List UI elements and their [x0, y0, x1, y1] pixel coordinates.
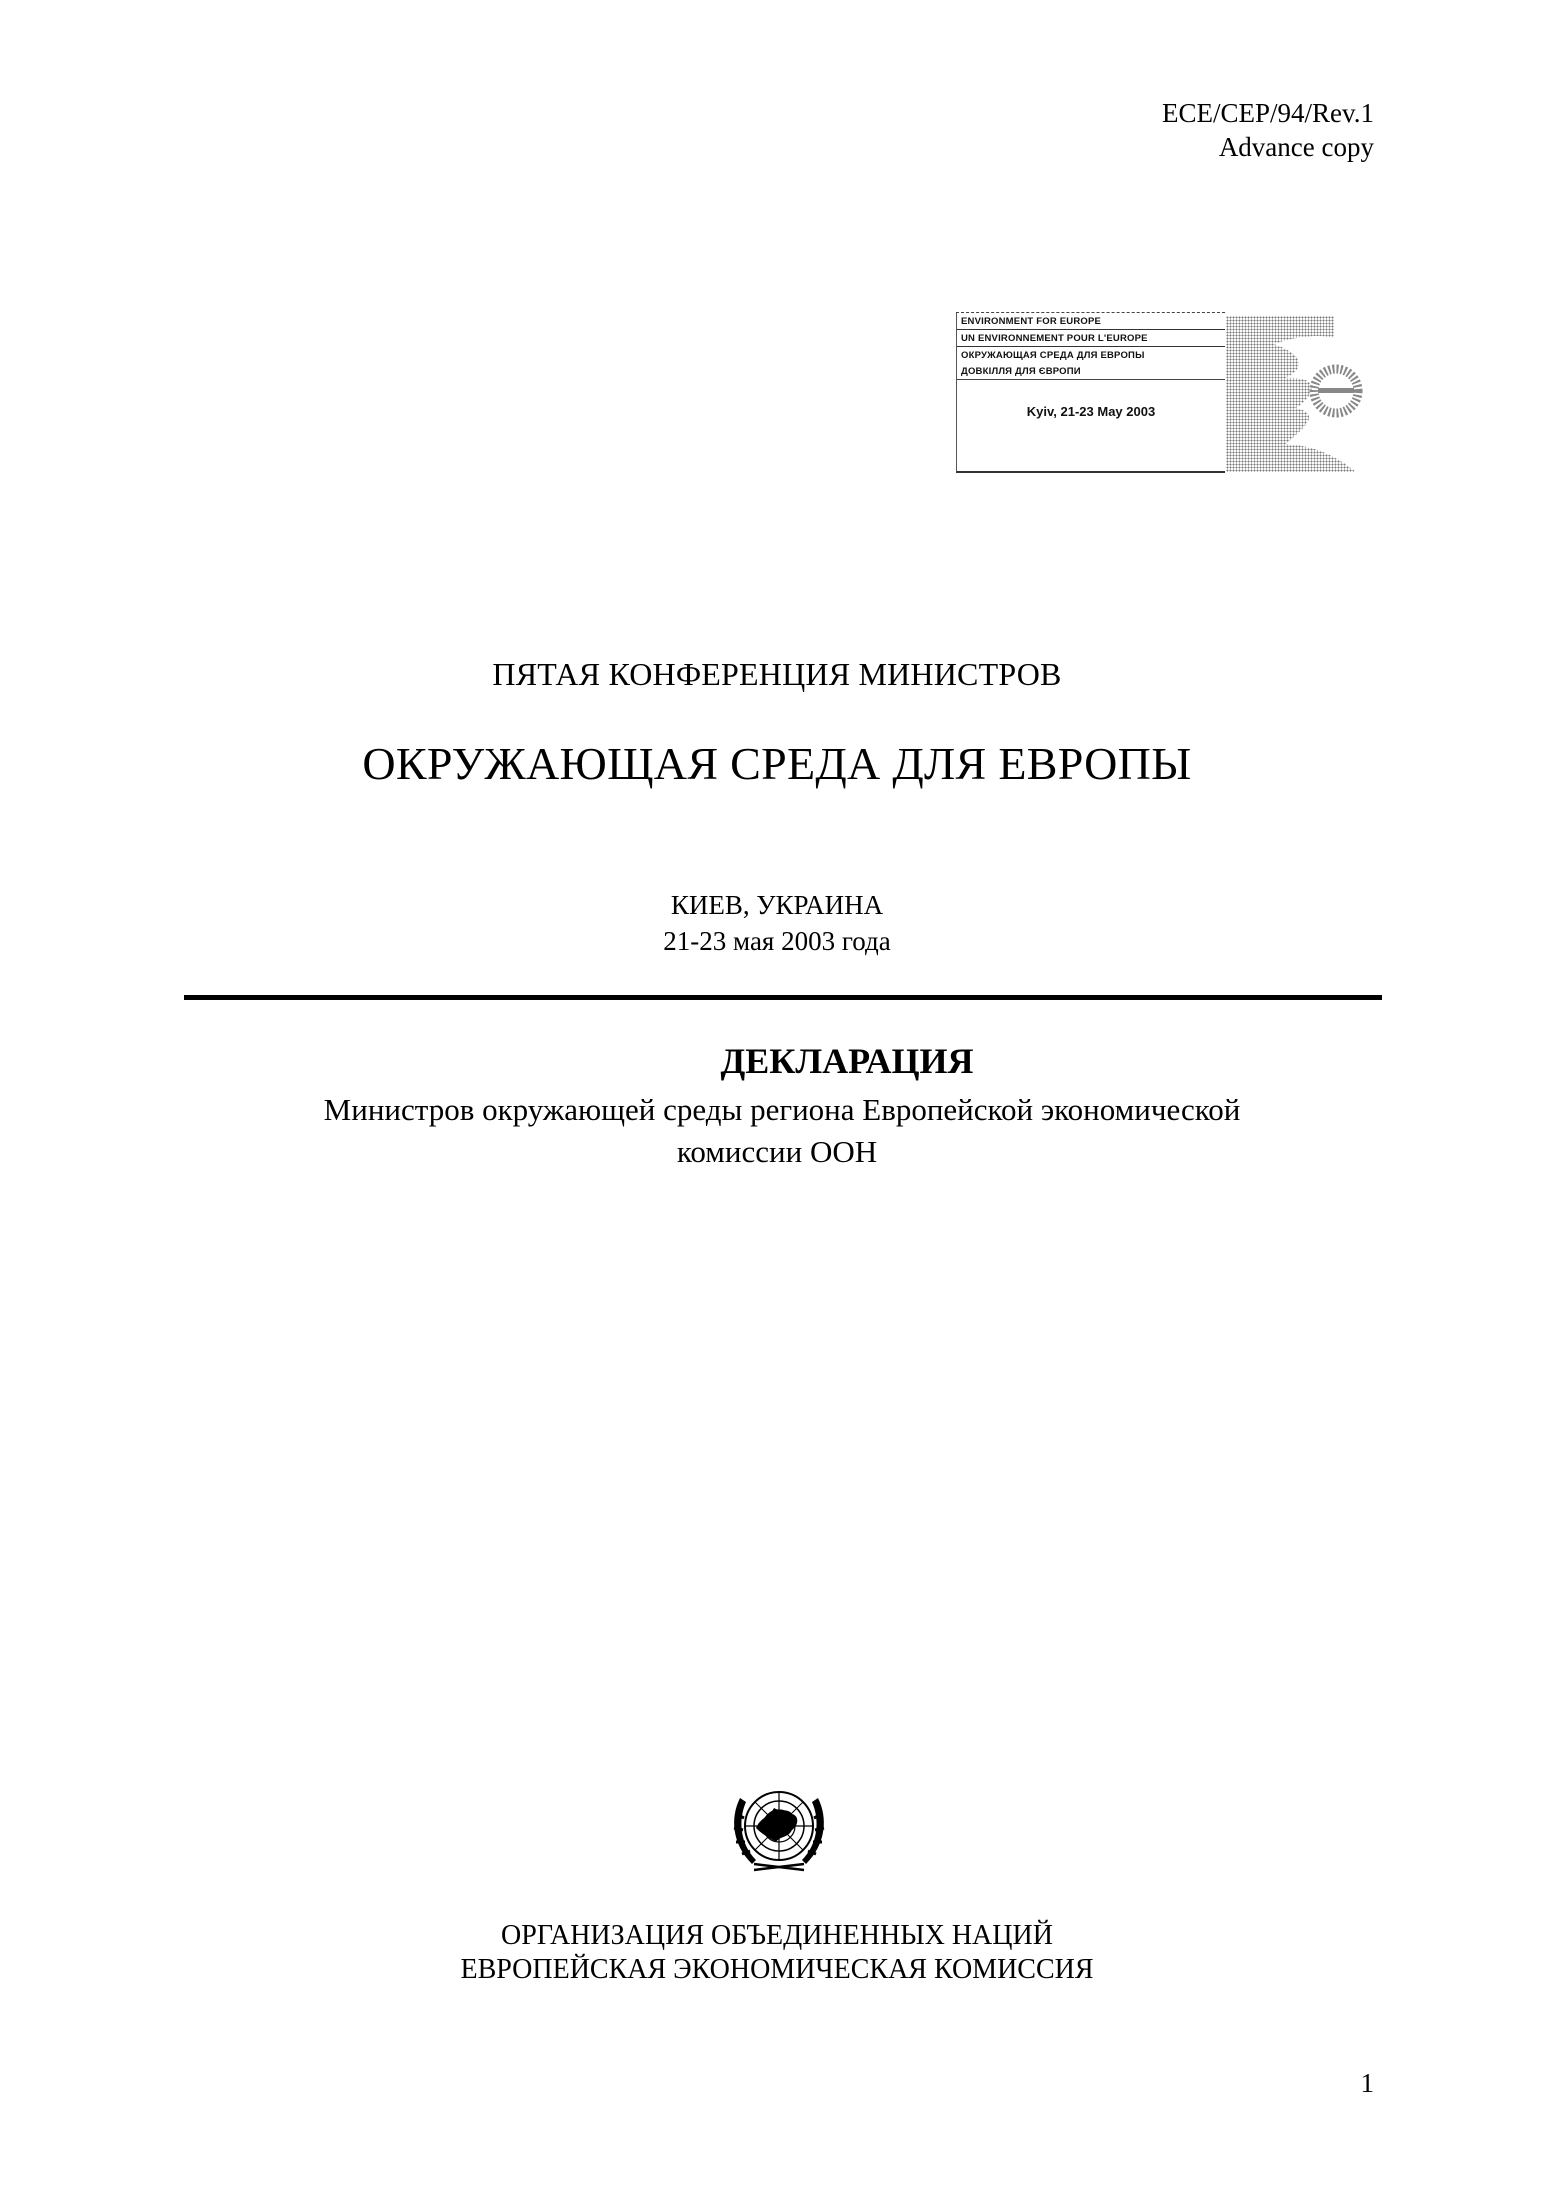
document-symbol: ECE/CEP/94/Rev.1: [1161, 98, 1374, 128]
logo-line-en: ENVIRONMENT FOR EUROPE: [957, 313, 1225, 330]
declaration-title: ДЕКЛАРАЦИЯ: [720, 1041, 974, 1081]
logo-line-uk: ДОВКІЛЛЯ ДЛЯ ЄВРОПИ: [957, 363, 1225, 380]
conference-dates: 21-23 мая 2003 года: [663, 926, 891, 956]
page-number: 1: [1360, 2068, 1374, 2098]
organization-line2: ЕВРОПЕЙСКАЯ ЭКОНОМИЧЕСКАЯ КОМИССИЯ: [460, 1954, 1094, 1985]
logo-line-ru: ОКРУЖАЮЩАЯ СРЕДА ДЛЯ ЕВРОПЫ: [961, 350, 1145, 361]
un-emblem-icon: [718, 1778, 840, 1888]
declaration-subtitle-line2: комиссии ООН: [676, 1134, 878, 1169]
conference-location: КИЕВ, УКРАИНА: [670, 890, 884, 920]
logo-e-mark-icon: [1226, 316, 1366, 472]
organization-line1: ОРГАНИЗАЦИЯ ОБЪЕДИНЕННЫХ НАЦИЙ: [501, 1920, 1053, 1951]
document-status: Advance copy: [1218, 132, 1374, 162]
declaration-subtitle-line1: Министров окружающей среды региона Европейской экономической: [323, 1092, 1241, 1127]
horizontal-rule: [184, 995, 1382, 1000]
conference-subtitle: ПЯТАЯ КОНФЕРЕНЦИЯ МИНИСТРОВ: [492, 656, 1062, 692]
logo-line-fr: UN ENVIRONNEMENT POUR L'EUROPE: [957, 330, 1225, 347]
logo-text-panel: [956, 312, 1225, 473]
document-reference: [1162, 96, 1374, 164]
environment-for-europe-logo: [956, 312, 1366, 472]
conference-title: ОКРУЖАЮЩАЯ СРЕДА ДЛЯ ЕВРОПЫ: [362, 738, 1192, 789]
logo-event-date: Kyiv, 21-23 May 2003: [1026, 404, 1156, 419]
